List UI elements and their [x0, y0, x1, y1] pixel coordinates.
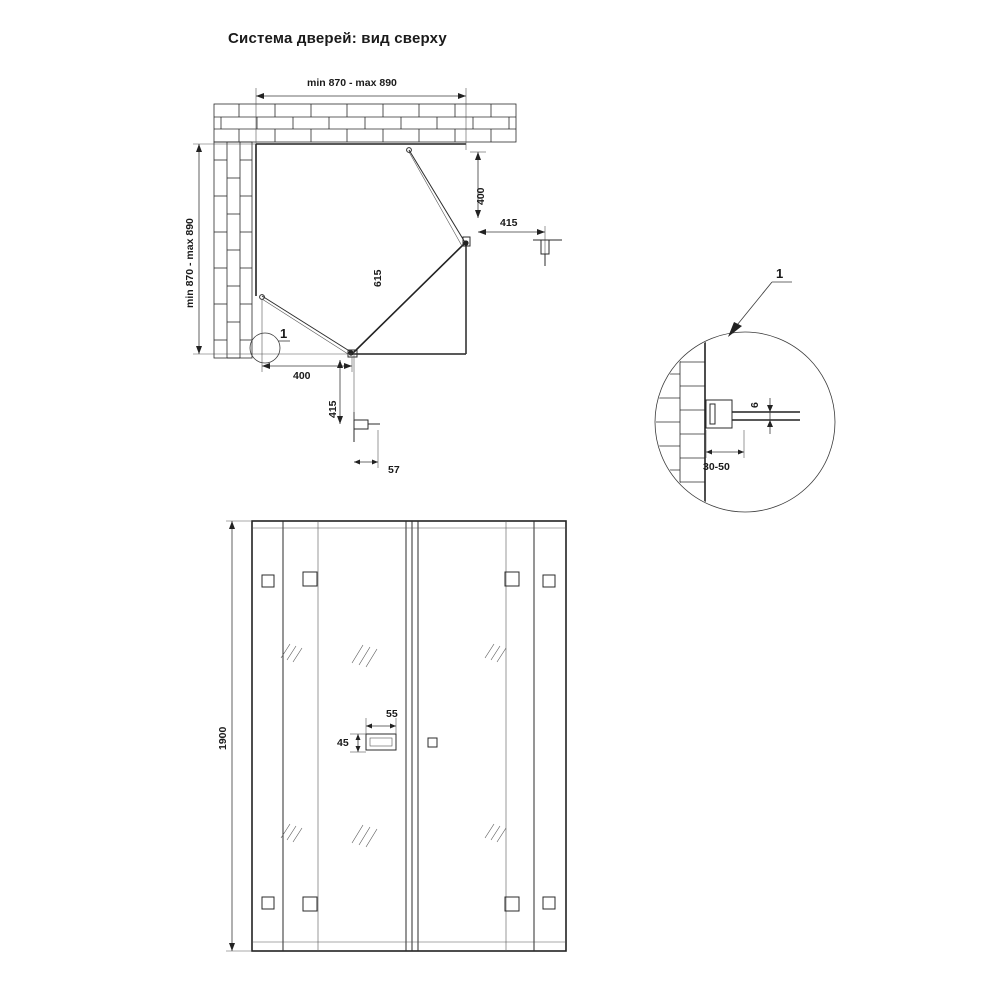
front-hinges — [262, 572, 555, 911]
wall-brick-left — [214, 142, 252, 358]
dim-diagonal-615-label: 615 — [372, 269, 384, 287]
dim-left-height-label: min 870 - max 890 — [184, 218, 196, 308]
dim-handle-45 — [337, 734, 366, 752]
page-title: Система дверей: вид сверху — [228, 30, 447, 47]
dim-upper-415-label: 415 — [500, 217, 518, 229]
glass-sparkle-marks — [281, 644, 506, 847]
dim-handle-45-label: 45 — [337, 737, 349, 749]
cabin-plan-outline — [256, 144, 466, 354]
plan-detail-callout — [250, 326, 290, 363]
detail-dim-6-label: 6 — [749, 402, 761, 408]
dim-left-height — [184, 144, 352, 354]
dim-top-width-label: min 870 - max 890 — [307, 77, 397, 89]
dim-height-1900-label: 1900 — [217, 726, 229, 750]
detail-dim-3050 — [703, 430, 744, 473]
dim-upper-400 — [470, 152, 487, 218]
dim-lower-415-label: 415 — [327, 400, 339, 418]
dim-lower-400-label: 400 — [293, 370, 311, 382]
dim-diagonal-615 — [372, 268, 398, 287]
door-leaf-lower-open — [260, 295, 354, 356]
dim-handle-55-label: 55 — [386, 708, 398, 720]
dim-upper-415 — [478, 217, 562, 266]
front-elevation-group — [217, 521, 566, 951]
door-leaf-upper-open — [407, 148, 469, 246]
dim-profile-57 — [354, 430, 400, 476]
dim-lower-400 — [262, 300, 352, 382]
dim-lower-415 — [327, 352, 380, 442]
detail-callout-arrow — [728, 266, 792, 337]
detail-view-group — [655, 266, 835, 512]
door-handle — [366, 734, 437, 750]
detail-wall-brick — [655, 332, 705, 512]
detail-callout-label: 1 — [776, 266, 784, 281]
plan-detail-callout-label: 1 — [280, 326, 288, 341]
dim-upper-400-label: 400 — [475, 187, 487, 205]
wall-brick-top — [214, 104, 516, 142]
dim-height-1900 — [217, 521, 252, 951]
dim-profile-57-label: 57 — [388, 464, 400, 476]
dim-handle-55 — [366, 708, 398, 734]
detail-dim-6 — [749, 398, 773, 434]
detail-dim-3050-label: 30-50 — [703, 461, 730, 473]
dim-top-width — [256, 77, 466, 150]
